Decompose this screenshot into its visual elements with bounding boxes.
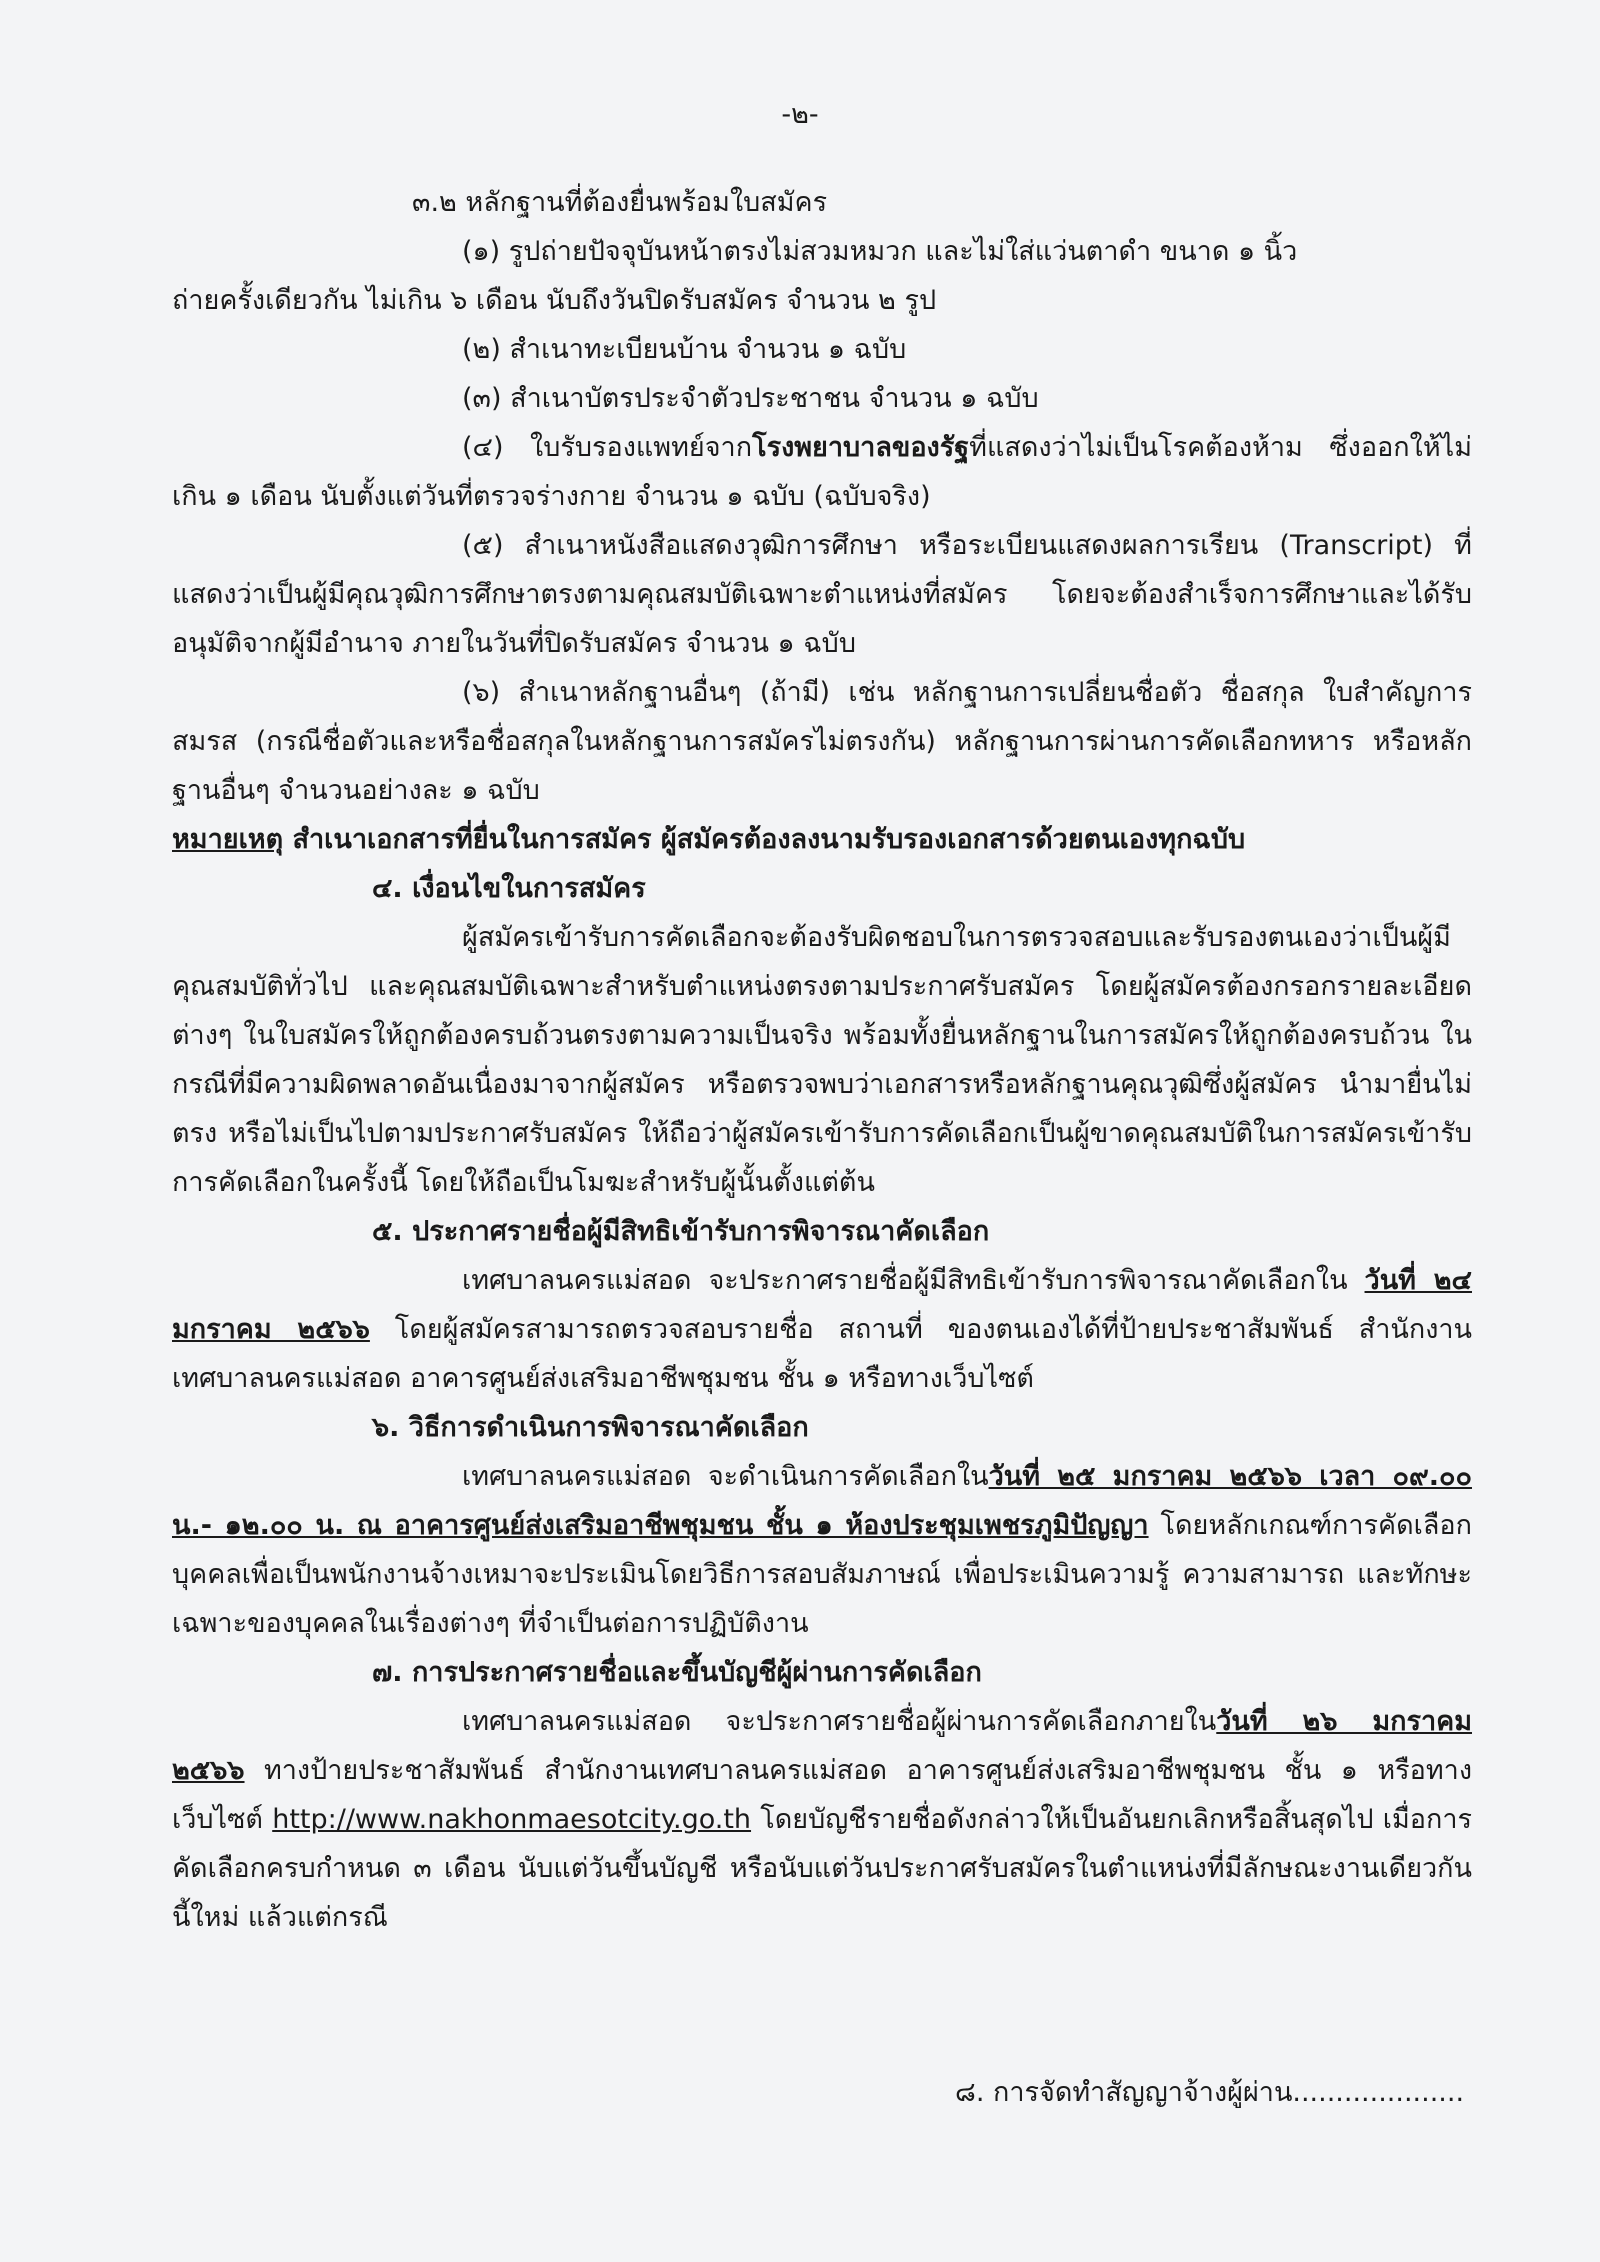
section-7-heading: ๗. การประกาศรายชื่อและขึ้นบัญชีผู้ผ่านการคัดเลือก — [372, 1657, 982, 1688]
section-7-text-c: โดยบัญชีรายชื่อดังกล่าวให้เป็นอันยกเลิกหรือสิ้นสุดไป เมื่อการคัดเลือกครบกำหนด ๓ เดือน นับแต่วันขึ้นบัญชี หรือนับแต่วันประกาศรับสมัครในตำแหน่งที่มีลักษณะงานเดียวกันนี้ใหม่ แล้วแต่กรณี — [172, 1804, 1472, 1933]
section-6-date: วันที่ ๒๕ มกราคม ๒๕๖๖ เวลา ๐๙.๐๐ น.- ๑๒.๐๐ น. ณ อาคารศูนย์ส่งเสริมอาชีพชุมชน ชั้น ๑ ห้องประชุมเพชรภูมิปัญญา — [172, 1461, 1472, 1541]
section-7-text-b: ทางป้ายประชาสัมพันธ์ สำนักงานเทศบาลนครแม่สอด อาคารศูนย์ส่งเสริมอาชีพชุมชน ชั้น ๑ หรือทางเว็บไซต์ — [172, 1755, 1472, 1835]
note — [172, 815, 1472, 864]
item-4-bold: โรงพยาบาลของรัฐ — [752, 432, 970, 463]
section-5-date: วันที่ ๒๔ มกราคม ๒๕๖๖ — [172, 1265, 1472, 1345]
section-7-body — [172, 1697, 1472, 1942]
section-7-date: วันที่ ๒๖ มกราคม ๒๕๖๖ — [172, 1706, 1472, 1786]
section-3-2-heading: ๓.๒ หลักฐานที่ต้องยื่นพร้อมใบสมัคร — [412, 187, 828, 218]
section-6-body — [172, 1452, 1472, 1648]
section-6-text-b: โดยหลักเกณฑ์การคัดเลือกบุคคลเพื่อเป็นพนักงานจ้างเหมาจะประเมินโดยวิธีการสอบสัมภาษณ์ เพื่อประเมินความรู้ ความสามารถ และทักษะเฉพาะของบุคคลในเรื่องต่างๆ ที่จำเป็นต่อการปฏิบัติงาน — [172, 1510, 1472, 1639]
item-4-text-a: (๔) ใบรับรองแพทย์จาก — [462, 432, 753, 463]
item-3: (๓) สำเนาบัตรประจำตัวประชาชน จำนวน ๑ ฉบับ — [462, 383, 1039, 414]
item-1-line-1: (๑) รูปถ่ายปัจจุบันหน้าตรงไม่สวมหมวก และไม่ใส่แว่นตาดำ ขนาด ๑ นิ้ว — [462, 236, 1298, 267]
website-link[interactable]: http://www.nakhonmaesotcity.go.th — [272, 1804, 752, 1835]
section-6-heading: ๖. วิธีการดำเนินการพิจารณาคัดเลือก — [372, 1412, 809, 1443]
section-6-text-a: เทศบาลนครแม่สอด จะดำเนินการคัดเลือกใน — [462, 1461, 989, 1492]
footer-continuation: ๘. การจัดทำสัญญาจ้างผู้ผ่าน.................... — [955, 2077, 1465, 2108]
section-5-body — [172, 1256, 1472, 1403]
section-4-body: ผู้สมัครเข้ารับการคัดเลือกจะต้องรับผิดชอบในการตรวจสอบและรับรองตนเองว่าเป็นผู้มีคุณสมบัติทั่วไป และคุณสมบัติเฉพาะสำหรับตำแหน่งตรงตามประกาศรับสมัคร โดยผู้สมัครต้องกรอกรายละเอียดต่างๆ ในใบสมัครให้ถูกต้องครบถ้วนตรงตามความเป็นจริง พร้อมทั้งยื่นหลักฐานในการสมัครให้ถูกต้องครบถ้วน ในกรณีที่มีความผิดพลาดอันเนื่องมาจากผู้สมัคร หรือตรวจพบว่าเอกสารหรือหลักฐานคุณวุฒิซึ่งผู้สมัคร นำมายื่นไม่ตรง หรือไม่เป็นไปตามประกาศรับสมัคร ให้ถือว่าผู้สมัครเข้ารับการคัดเลือกเป็นผู้ขาดคุณสมบัติในการสมัครเข้ารับการคัดเลือกในครั้งนี้ โดยให้ถือเป็นโมฆะสำหรับผู้นั้นตั้งแต่ต้น — [172, 922, 1472, 1198]
item-6: (๖) สำเนาหลักฐานอื่นๆ (ถ้ามี) เช่น หลักฐานการเปลี่ยนชื่อตัว ชื่อสกุล ใบสำคัญการสมรส (กรณีชื่อตัวและหรือชื่อสกุลในหลักฐานการสมัครไม่ตรงกัน) หลักฐานการผ่านการคัดเลือกทหาร หรือหลักฐานอื่นๆ จำนวนอย่างละ ๑ ฉบับ — [172, 677, 1472, 806]
item-5: (๕) สำเนาหนังสือแสดงวุฒิการศึกษา หรือระเบียนแสดงผลการเรียน (Transcript) ที่แสดงว่าเป็นผู้มีคุณวุฒิการศึกษาตรงตามคุณสมบัติเฉพาะตำแหน่งที่สมัคร โดยจะต้องสำเร็จการศึกษาและได้รับอนุมัติจากผู้มีอำนาจ ภายในวันที่ปิดรับสมัคร จำนวน ๑ ฉบับ — [172, 530, 1472, 659]
section-5-text-a: เทศบาลนครแม่สอด จะประกาศรายชื่อผู้มีสิทธิเข้ารับการพิจารณาคัดเลือกใน — [462, 1265, 1365, 1296]
section-4-heading: ๔. เงื่อนไขในการสมัคร — [372, 873, 646, 904]
section-7-text-a: เทศบาลนครแม่สอด จะประกาศรายชื่อผู้ผ่านการคัดเลือกภายใน — [462, 1706, 1217, 1737]
document-body — [172, 178, 1472, 1942]
page-number: -๒- — [781, 99, 819, 130]
item-4-text-b: ที่แสดงว่าไม่เป็นโรคต้องห้าม ซึ่งออกให้ไม่เกิน ๑ เดือน นับตั้งแต่วันที่ตรวจร่างกาย จำนวน ๑ ฉบับ (ฉบับจริง) — [172, 432, 1472, 512]
section-5-heading: ๕. ประกาศรายชื่อผู้มีสิทธิเข้ารับการพิจารณาคัดเลือก — [372, 1216, 990, 1247]
item-1-line-2: ถ่ายครั้งเดียวกัน ไม่เกิน ๖ เดือน นับถึงวันปิดรับสมัคร จำนวน ๒ รูป — [172, 285, 937, 316]
item-2: (๒) สำเนาทะเบียนบ้าน จำนวน ๑ ฉบับ — [462, 334, 907, 365]
section-5-text-b: โดยผู้สมัครสามารถตรวจสอบรายชื่อ สถานที่ ของตนเองได้ที่ป้ายประชาสัมพันธ์ สำนักงานเทศบาลนครแม่สอด อาคารศูนย์ส่งเสริมอาชีพชุมชน ชั้น ๑ หรือทางเว็บไซต์ — [172, 1314, 1473, 1394]
note-label: หมายเหตุ — [172, 824, 284, 855]
note-text: สำเนาเอกสารที่ยื่นในการสมัคร ผู้สมัครต้องลงนามรับรองเอกสารด้วยตนเองทุกฉบับ — [283, 824, 1246, 855]
item-4 — [172, 423, 1472, 521]
